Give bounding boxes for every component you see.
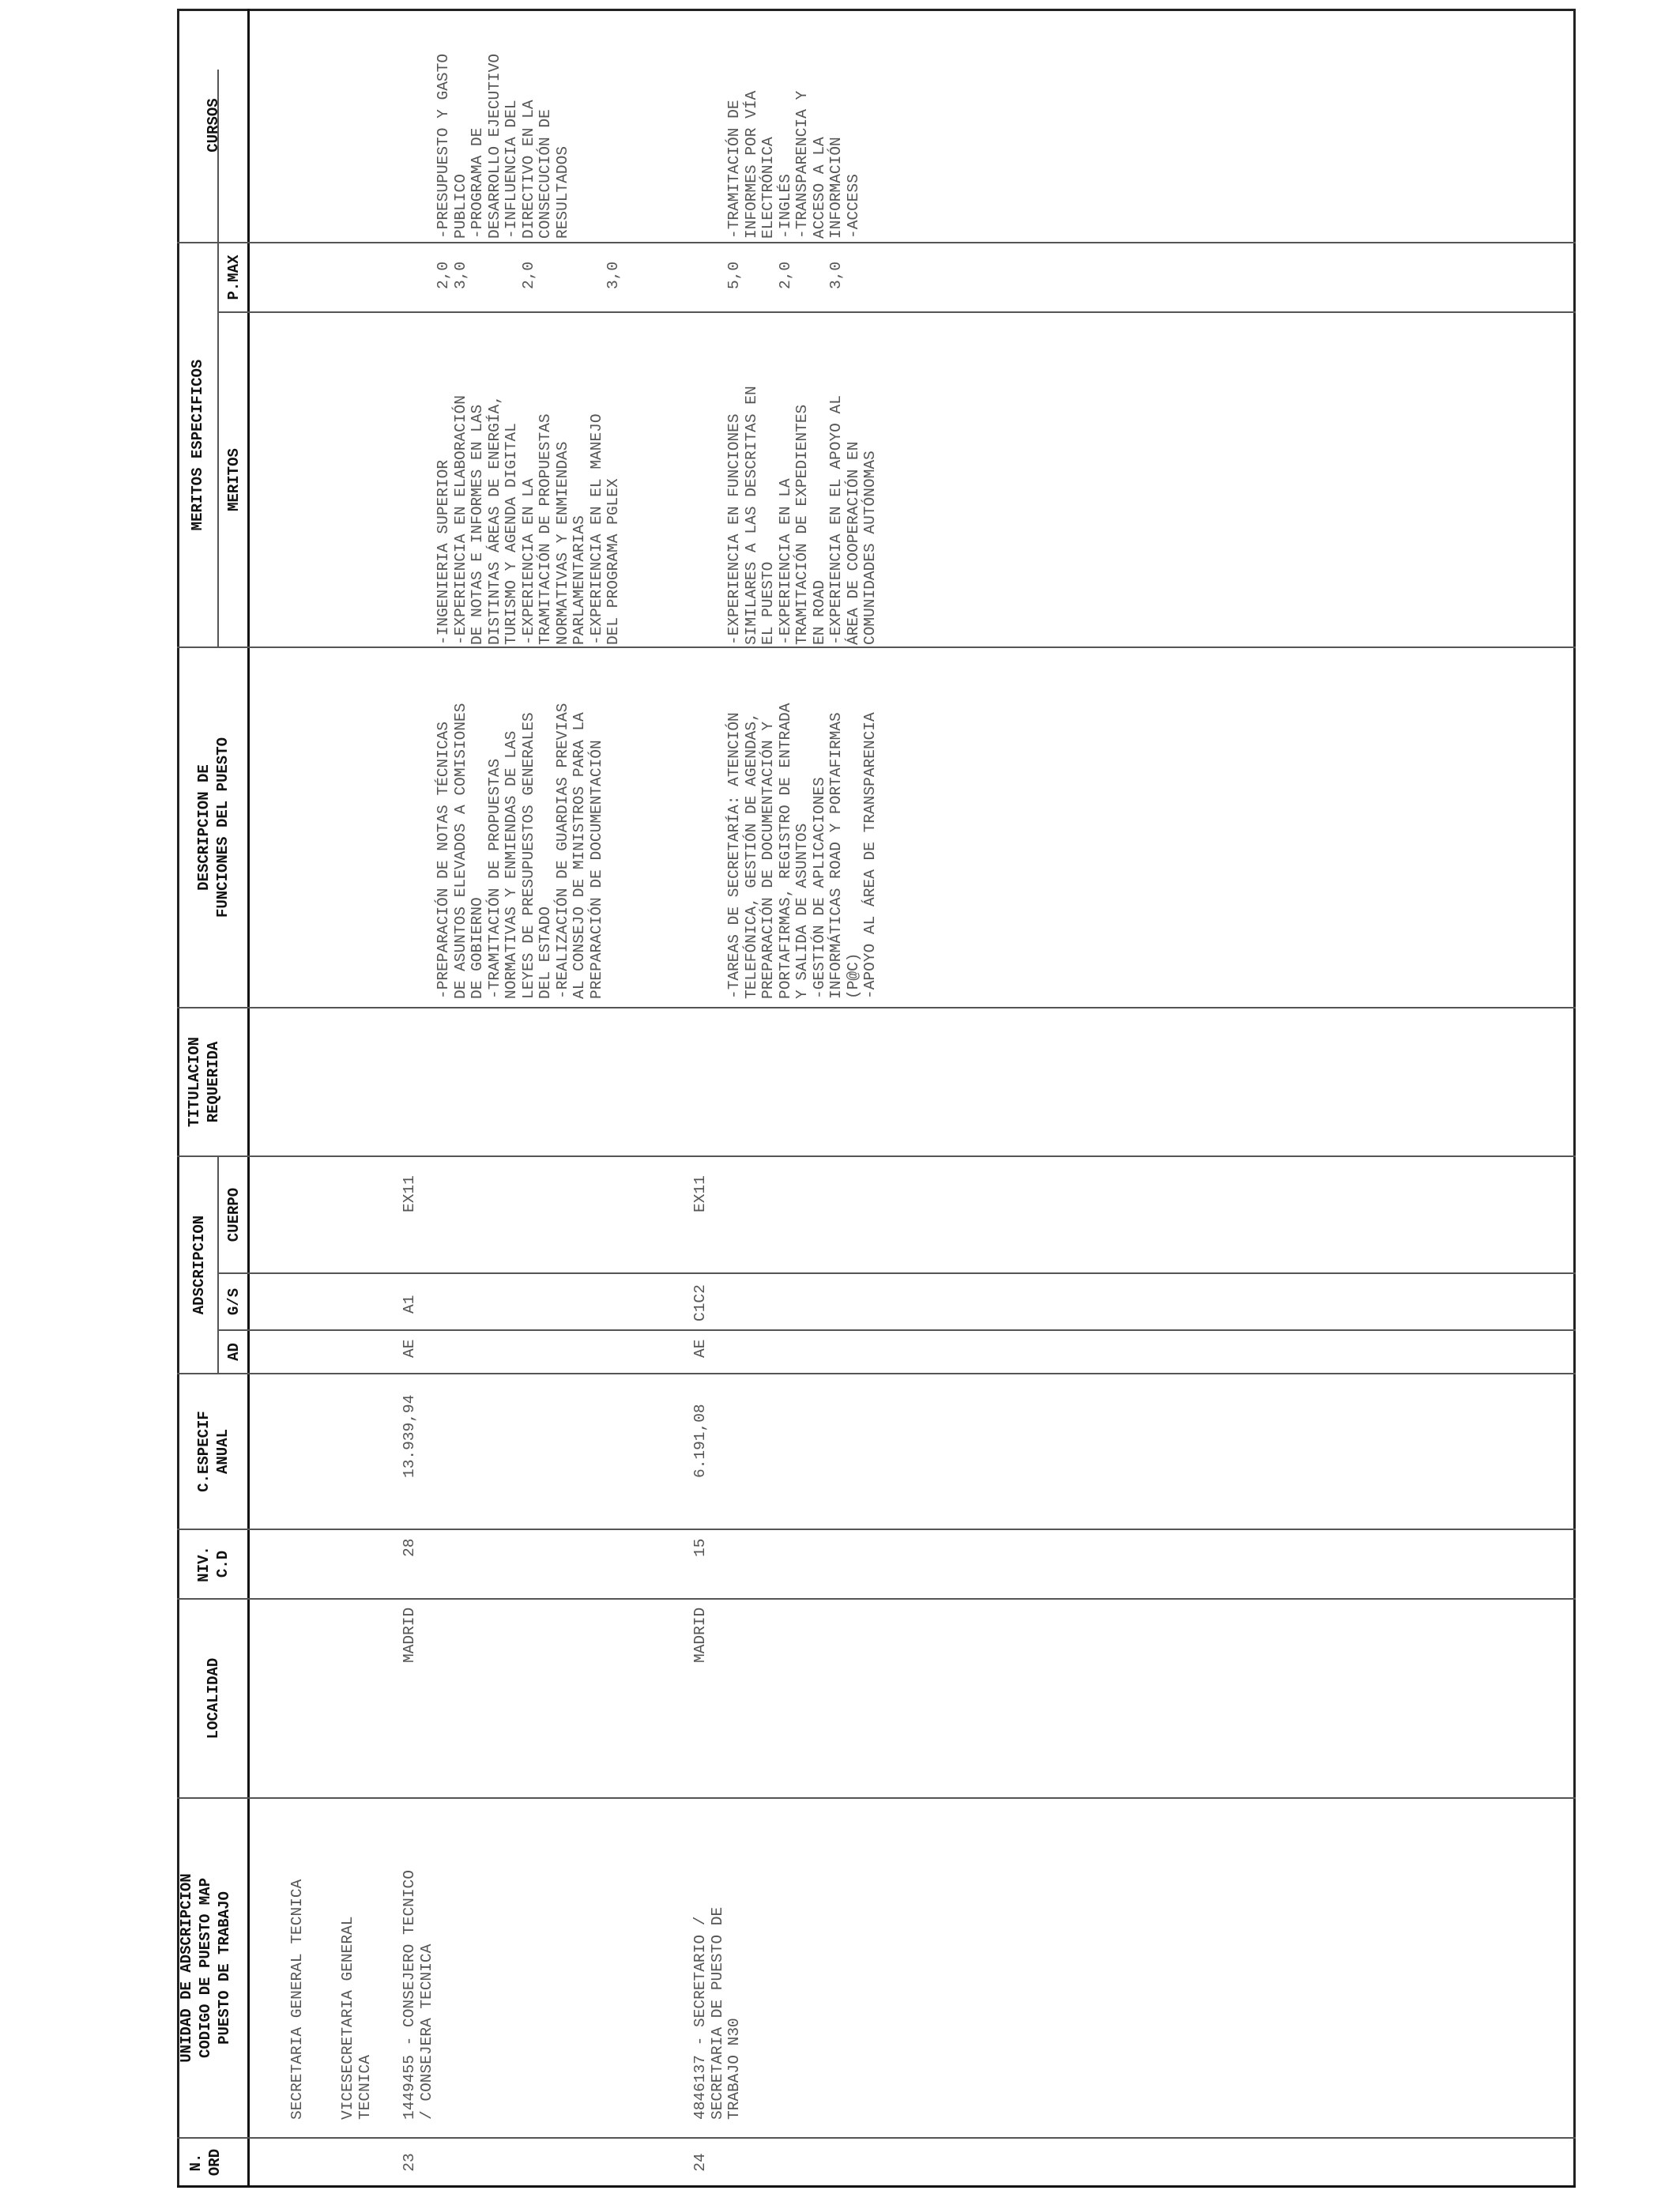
row-nivel: 15 <box>691 1538 709 1557</box>
header-pmax: P.MAX <box>225 254 243 300</box>
col-sep <box>217 1329 1576 1331</box>
row-cursos: -PRESUPUESTO Y GASTO PUBLICO -PROGRAMA DE DESARROLLO EJECUTIVO -INFLUENCIA DEL DIRECTIVO EN LA CONSECUCIÓN DE RESULTADOS <box>435 53 571 239</box>
col-sep <box>217 1272 1576 1274</box>
col-sep <box>177 2137 1576 2139</box>
row-complemento: 13.939,94 <box>401 1394 418 1478</box>
row-localidad: MADRID <box>691 1607 709 1663</box>
col-sep <box>177 1373 1576 1374</box>
unit-title: SECRETARIA GENERAL TECNICA <box>288 1879 306 2120</box>
row-ad: AE <box>691 1339 709 1358</box>
header-cursos: CURSOS <box>205 98 222 153</box>
row-gs: C1C2 <box>691 1284 709 1321</box>
row-sep <box>217 1157 219 1374</box>
row-puesto: 4846137 - SECRETARIO / SECRETARIA DE PUESTO DE TRABAJO N30 <box>691 1906 743 2120</box>
row-complemento: 6.191,08 <box>691 1404 709 1478</box>
row-ad: AE <box>401 1339 418 1358</box>
row-cursos: -TRAMITACIÓN DE INFORMES POR VÍA ELECTRÓNICA -INGLÉS -TRANSPARENCIA Y ACCESO A LA INFORMACIÓN -ACCESS <box>725 90 862 239</box>
row-gs: A1 <box>401 1295 418 1314</box>
header-bottom-rule <box>247 9 250 2188</box>
row-pmax: 2,0 3,0 2,0 3,0 <box>435 261 622 289</box>
header-n-ord: N. ORD <box>187 2148 224 2177</box>
header-descripcion: DESCRIPCION DE FUNCIONES DEL PUESTO <box>195 737 232 918</box>
header-adscripcion: ADSCRIPCION <box>190 1215 208 1315</box>
table-frame <box>177 9 1576 2188</box>
header-ad: AD <box>225 1343 243 1361</box>
col-sep <box>177 1155 1576 1157</box>
row-descripcion: -PREPARACIÓN DE NOTAS TÉCNICAS DE ASUNTOS ELEVADOS A COMISIONES DE GOBIERNO -TRAMITACIÓN DE PROPUESTAS NORMATIVAS Y ENMIENDAS DE LAS LEYES DE PRESUPUESTOS GENERALES DEL ESTADO -REALIZACIÓN DE GUARDIAS PREVIAS AL CONSEJO DE MINISTROS PARA LA PREPARACIÓN DE DOCUMENTACIÓN <box>435 703 605 999</box>
col-sep <box>177 1007 1576 1008</box>
row-localidad: MADRID <box>401 1607 418 1663</box>
header-localidad: LOCALIDAD <box>205 1657 222 1740</box>
header-meritos: MERITOS <box>225 448 243 511</box>
col-sep <box>177 647 1576 648</box>
col-sep <box>217 311 1576 313</box>
subunit-title: VICESECRETARIA GENERAL TECNICA <box>339 1916 374 2120</box>
header-cuerpo: CUERPO <box>225 1187 243 1242</box>
header-nivel: NIV. C.D <box>195 1546 232 1582</box>
header-gs: G/S <box>225 1287 243 1316</box>
col-sep <box>177 1529 1576 1530</box>
header-unidad: UNIDAD DE ADSCRIPCION CODIGO DE PUESTO MAP PUESTO DE TRABAJO <box>178 1873 233 2063</box>
row-meritos: -EXPERIENCIA EN FUNCIONES SIMILARES A LAS DESCRITAS EN EL PUESTO -EXPERIENCIA EN LA TRAMITACIÓN DE EXPEDIENTES EN ROAD -EXPERIENCIA EN EL APOYO AL ÁREA DE COOPERACIÓN EN COMUNIDADES AUTÓNOMAS <box>725 386 879 645</box>
row-descripcion: -TAREAS DE SECRETARÍA: ATENCIÓN TELEFÓNICA, GESTIÓN DE AGENDAS, PREPARACIÓN DE DOCUMENTACIÓN Y PORTAFIRMAS, REGISTRO DE ENTRADA Y SALIDA DE ASUNTOS -GESTIÓN DE APLICACIONES INFORMÁTICAS ROAD Y PORTAFIRMAS (P@C) -APOYO AL ÁREA DE TRANSPARENCIA <box>725 703 879 999</box>
row-n-ord: 23 <box>401 2153 418 2172</box>
col-sep <box>177 1797 1576 1799</box>
row-pmax: 5,0 2,0 3,0 <box>725 261 845 289</box>
header-meritos-especificos: MERITOS ESPECIFICOS <box>189 359 206 531</box>
header-complemento: C.ESPECIF ANUAL <box>195 1411 232 1492</box>
table-border <box>177 2185 1576 2188</box>
row-nivel: 28 <box>401 1538 418 1557</box>
row-cuerpo: EX11 <box>401 1175 418 1212</box>
row-cuerpo: EX11 <box>691 1175 709 1212</box>
row-meritos: -INGENIERIA SUPERIOR -EXPERIENCIA EN ELABORACIÓN DE NOTAS E INFORMES EN LAS DISTINTAS ÁREAS DE ENERGÍA, TURISMO Y AGENDA DIGITAL -EXPERIENCIA EN LA TRAMITACIÓN DE PROPUESTAS NORMATIVAS Y ENMIENDAS PARLAMENTARIAS -EXPERIENCIA EN EL MANEJO DEL PROGRAMA PGLEX <box>435 395 622 645</box>
col-sep <box>177 1598 1576 1600</box>
row-n-ord: 24 <box>691 2153 709 2172</box>
row-puesto: 1449455 - CONSEJERO TECNICO / CONSEJERA TECNICA <box>401 1870 435 2120</box>
header-titulacion: TITULACION REQUERIDA <box>186 1036 222 1128</box>
